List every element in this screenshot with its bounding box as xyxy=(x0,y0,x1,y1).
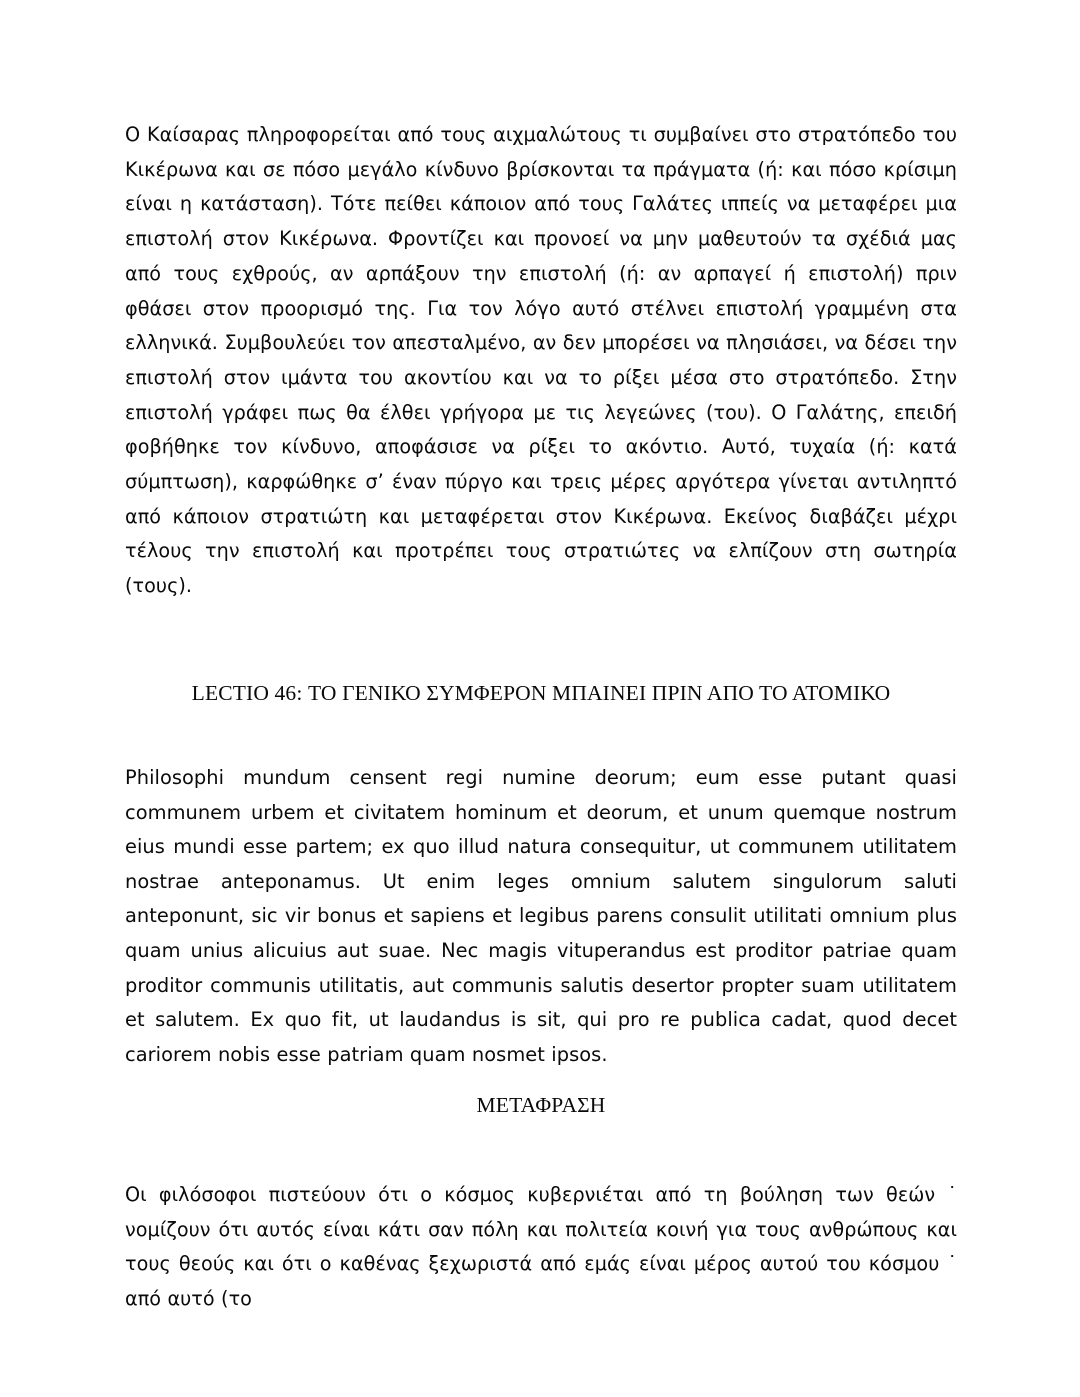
metafrasi-heading: ΜΕΤΑΦΡΑΣΗ xyxy=(476,1093,606,1117)
greek-translation-paragraph: Οι φιλόσοφοι πιστεύουν ότι ο κόσμος κυβερνιέται από τη βούληση των θεών ˙ νομίζουν ότι αυτός είναι κάτι σαν πόλη και πολιτεία κοινή για τους ανθρώπους και τους θεούς και ότι ο καθένας ξεχωριστά από εμάς είναι μέρος αυτού του κόσμου ˙ από αυτό (το xyxy=(125,1183,957,1311)
latin-source-paragraph: Philosophi mundum censent regi numine deorum; eum esse putant quasi communem urbem et civitatem hominum et deorum, et unum quemque nostrum eius mundi esse partem; ex quo illud natura consequitur, ut communem utilitatem nostrae anteponamus. Ut enim leges omnium salutem singulorum saluti anteponunt, sic vir bonus et sapiens et legibus parens consulit utilitati omnium plus quam unius alicuius aut suae. Nec magis vituperandus est proditor patriae quam proditor communis utilitatis, aut communis salutis desertor propter suam utilitatem et salutem. Ex quo fit, ut laudandus is sit, qui pro re publica cadat, quod decet cariorem nobis esse patriam quam nosmet ipsos. xyxy=(125,766,957,1066)
lectio-heading: LECTIO 46: ΤΟ ΓΕΝΙΚΟ ΣΥΜΦΕΡΟΝ ΜΠΑΙΝΕΙ ΠΡΙΝ ΑΠΟ ΤΟ ΑΤΟΜΙΚΟ xyxy=(191,681,891,705)
lectio-heading-container xyxy=(125,680,957,706)
greek-summary-paragraph: Ο Καίσαρας πληροφορείται από τους αιχμαλώτους τι συμβαίνει στο στρατόπεδο του Κικέρωνα και σε πόσο μεγάλο κίνδυνο βρίσκονται τα πράγματα (ή: και πόσο κρίσιμη είναι η κατάσταση). Τότε πείθει κάποιον από τους Γαλάτες ιππείς να μεταφέρει μια επιστολή στον Κικέρωνα. Φροντίζει και προνοεί να μην μαθευτούν τα σχέδιά μας από τους εχθρούς, αν αρπάξουν την επιστολή (ή: αν αρπαγεί ή επιστολή) πριν φθάσει στον προορισμό της. Για τον λόγο αυτό στέλνει επιστολή γραμμένη στα ελληνικά. Συμβουλεύει τον απεσταλμένο, αν δεν μπορέσει να πλησιάσει, να δέσει την επιστολή στον ιμάντα του ακοντίου και να το ρίξει μέσα στο στρατόπεδο. Στην επιστολή γράφει πως θα έλθει γρήγορα με τις λεγεώνες (του). Ο Γαλάτης, επειδή φοβήθηκε τον κίνδυνο, αποφάσισε να ρίξει το ακόντιο. Αυτό, τυχαία (ή: κατά σύμπτωση), καρφώθηκε σ’ έναν πύργο και τρεις μέρες αργότερα γίνεται αντιληπτό από κάποιον στρατιώτη και μεταφέρεται στον Κικέρωνα. Εκείνος διαβάζει μέχρι τέλους την επιστολή και προτρέπει τους στρατιώτες να ελπίζουν στη σωτηρία (τους). xyxy=(125,123,957,598)
metafrasi-heading-container xyxy=(125,1092,957,1118)
